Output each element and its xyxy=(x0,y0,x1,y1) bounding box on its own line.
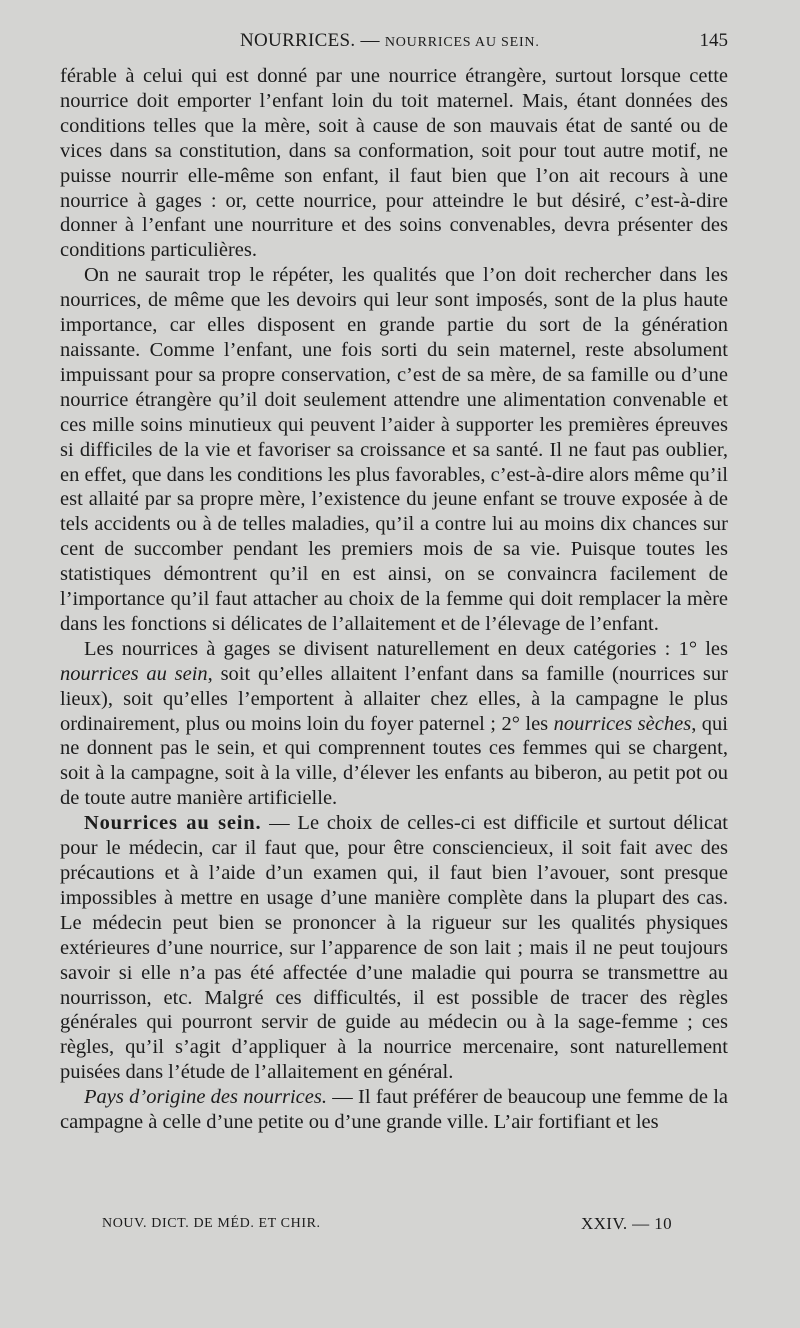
section-heading-pays-d-origine: Pays d’origine des nourrices. xyxy=(84,1086,327,1109)
paragraph-4-text: — Le choix de celles-ci est difficile et surtout délicat pour le médecin, car il faut que, pour être consciencieux, il soit fait avec des précautions et à l’aide d’un examen qui, il faut bien l’avouer, sont presque impossibles à mettre en usage d’une manière complète dans la plupart des cas. Le médecin peut bien se prononcer à la rigueur sur les qualités physiques extérieures d’une nourrice, sur l’apparence de son lait ; mais il ne peut toujours savoir si elle n’a pas été affectée d’une maladie qui pourra se transmettre au nourrisson, etc. Malgré ces difficultés, il est possible de tracer des règles générales qui pourront servir de guide au médecin ou à la sage-femme ; ces règles, qu’il s’agit d’appliquer à la nourrice mercenaire, sont naturellement puisées dans l’étude de l’allaitement en général. xyxy=(60,812,728,1084)
signature-line xyxy=(102,1216,672,1238)
running-header xyxy=(60,30,728,58)
paragraph-1: férable à celui qui est donné par une nourrice étrangère, surtout lorsque cette nourrice doit emporter l’enfant loin du toit maternel. Mais, étant données des conditions telles que la mère, soit à cause de son mauvais état de santé ou de vices dans sa constitution, dans sa conformation, soit pour tout autre motif, ne puisse nourrir elle-même son enfant, il faut bien que l’on ait recours à une nourrice à gages : or, cette nourrice, pour atteindre le but désiré, c’est-à-dire donner à l’enfant une nourriture et des soins convenables, devra présenter des conditions particulières. xyxy=(60,65,728,262)
body-text xyxy=(60,64,728,1209)
paragraph-3 xyxy=(60,637,728,811)
running-title-sub: NOURRICES AU SEIN. xyxy=(384,35,540,50)
term-nourrices-seches: nourrices sèches xyxy=(553,712,692,735)
paragraph-3-text-e: , qui ne donnent pas le sein, et qui comprennent toutes ces femmes qui se chargent, soit à la campagne, soit à la ville, d’élever les enfants au biberon, au petit pot ou de toute autre manière artificielle. xyxy=(60,712,728,810)
running-title xyxy=(240,30,540,52)
page-number: 145 xyxy=(699,30,728,51)
paragraph-2: On ne saurait trop le répéter, les qualités que l’on doit rechercher dans les nourrices, de même que les devoirs qui leur sont imposés, sont de la plus haute importance, car elles disposent en grande partie du sort de la génération naissante. Comme l’enfant, une fois sorti du sein maternel, reste absolument impuissant pour sa propre conservation, c’est de sa mère, de sa famille ou d’une nourrice étrangère qu’il doit seulement attendre une alimentation convenable et ces mille soins minutieux qui peuvent l’aider à supporter les premières épreuves si difficiles de la vie et favoriser sa croissance et sa santé. Il ne faut pas oublier, en effet, que dans les conditions les plus favorables, c’est-à-dire alors même qu’il est allaité par sa propre mère, l’existence du jeune enfant se trouve exposée à de tels accidents ou à de telles maladies, qu’il a contre lui au moins dix chances sur cent de succomber pendant les premiers mois de sa vie. Puisque toutes les statistiques démontrent qu’il en est ainsi, on se convaincra facilement de l’importance qu’il faut attacher au choix de la femme qui doit remplacer la mère dans les fonctions si délicates de l’allaitement et de l’élevage de l’enfant. xyxy=(60,264,728,635)
paragraph-4 xyxy=(60,811,728,1085)
paragraph-3-text-a: Les nourrices à gages se divisent naturellement en deux catégories : 1° les xyxy=(84,637,728,660)
section-heading-nourrices-au-sein: Nourrices au sein. xyxy=(84,812,262,835)
paragraph-5 xyxy=(60,1085,728,1135)
term-nourrices-au-sein: nourrices au sein xyxy=(60,662,208,685)
running-title-main: NOURRICES. — xyxy=(240,30,385,51)
paragraph-3-text-c: , soit qu’elles allaitent l’enfant dans sa famille (nourrices sur lieux), soit qu’elles l’emportent à allaiter chez elles, à la campagne le plus ordinairement, plus ou moins loin du foyer paternel ; 2° les xyxy=(60,662,728,735)
signature-left: NOUV. DICT. DE MÉD. ET CHIR. xyxy=(102,1216,321,1231)
signature-right: XXIV. — 10 xyxy=(580,1214,672,1233)
paragraph-5-text: — Il faut préférer de beaucoup une femme de la campagne à celle d’une petite ou d’une grande ville. L’air fortifiant et les xyxy=(60,1086,728,1134)
